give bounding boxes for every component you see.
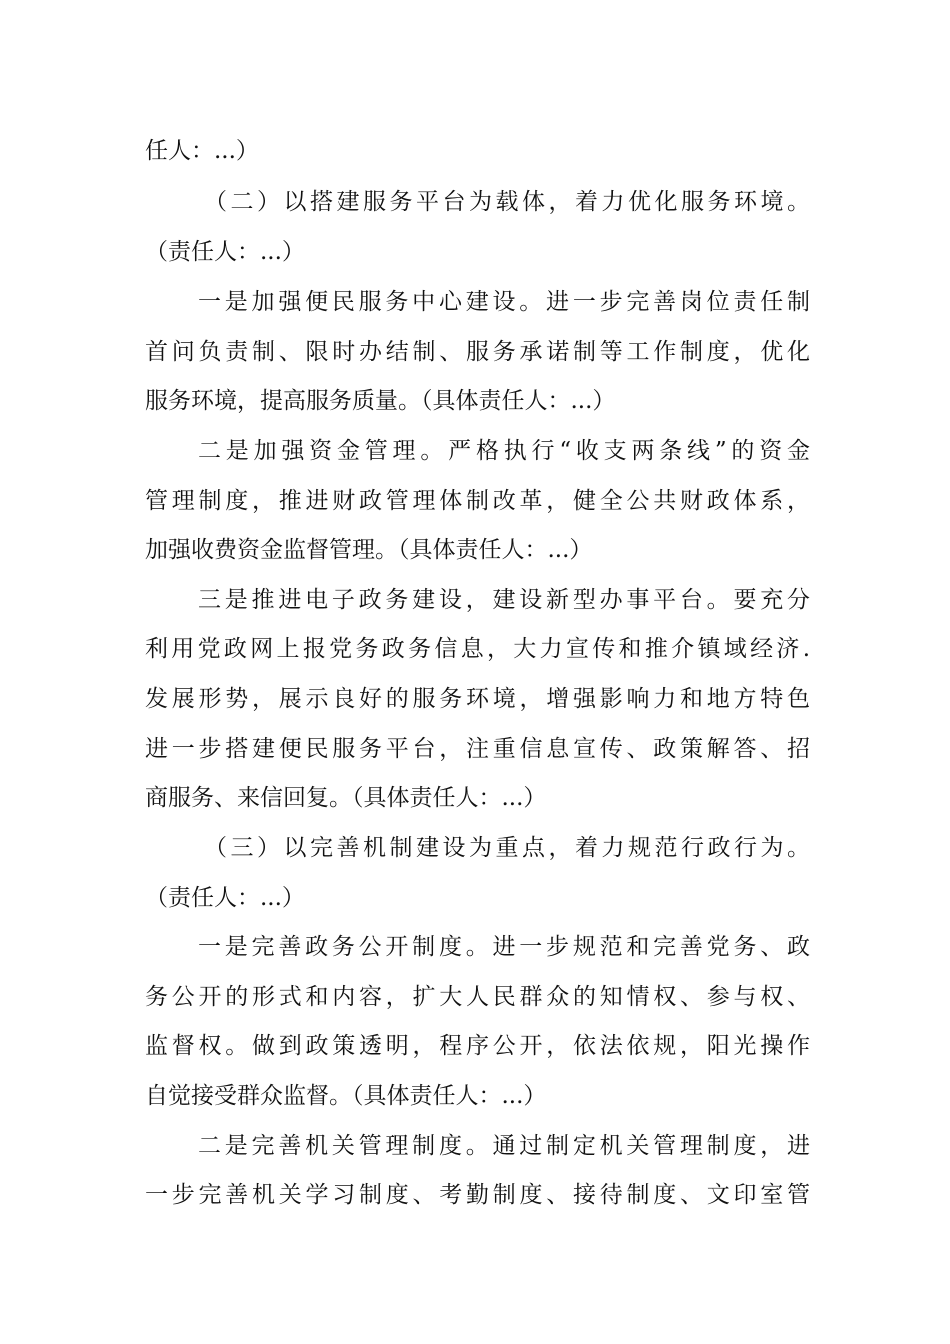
text-line: 二是完善机关管理制度。通过制定机关管理制度，进: [198, 1133, 810, 1159]
text-line: 务公开的形式和内容，扩大人民群众的知情权、参与权、: [145, 984, 810, 1010]
text-line: 利用党政网上报党务政务信息，大力宣传和推介镇域经济.: [145, 636, 810, 662]
text-line: 商服务、来信回复。（具体责任人：...）: [145, 785, 547, 811]
text-line: 发展形势，展示良好的服务环境，增强影响力和地方特色: [145, 686, 810, 712]
text-line: 一是完善政务公开制度。进一步规范和完善党务、政: [198, 934, 810, 960]
text-line: 服务环境，提高服务质量。（具体责任人：...）: [145, 388, 616, 414]
text-line: 一步完善机关学习制度、考勤制度、接待制度、文印室管: [145, 1182, 810, 1208]
section-heading-3: （三）以完善机制建设为重点，着力规范行政行为。: [204, 835, 810, 861]
section-heading-2: （二）以搭建服务平台为载体，着力优化服务环境。: [204, 189, 810, 215]
text-line: 二是加强资金管理。严格执行“收支两条线”的资金: [198, 438, 810, 464]
text-line: 一是加强便民服务中心建设。进一步完善岗位责任制: [198, 289, 810, 315]
text-line: （责任人：...）: [145, 885, 305, 911]
text-line: 首问负责制、限时办结制、服务承诺制等工作制度，优化: [145, 339, 810, 365]
text-line: 进一步搭建便民服务平台，注重信息宣传、政策解答、招: [145, 736, 810, 762]
text-line: 自觉接受群众监督。（具体责任人：...）: [145, 1083, 547, 1109]
text-line: 加强收费资金监督管理。（具体责任人：...）: [145, 537, 593, 563]
text-line: 管理制度，推进财政管理体制改革，健全公共财政体系，: [145, 488, 810, 514]
text-line: 任人：...）: [145, 138, 259, 164]
text-line: （责任人：...）: [145, 239, 305, 265]
text-line: 监督权。做到政策透明，程序公开，依法依规，阳光操作: [145, 1033, 810, 1059]
text-line: 三是推进电子政务建设，建设新型办事平台。要充分: [198, 587, 810, 613]
